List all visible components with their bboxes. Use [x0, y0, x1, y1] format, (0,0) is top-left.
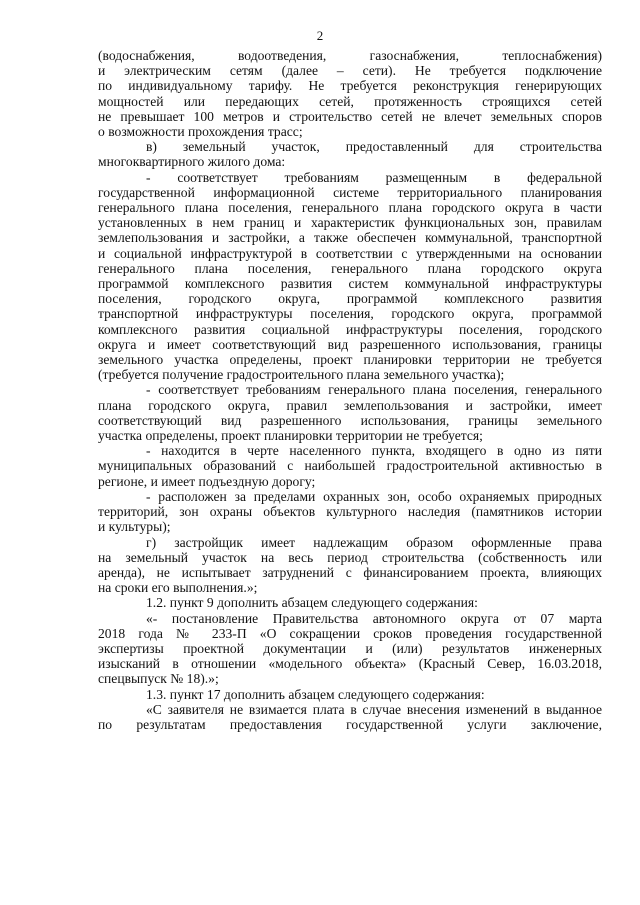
text-line: многоквартирного жилого дома: — [98, 154, 286, 170]
text-line: генерального плана поселения, генерального плана городского округа в части — [98, 200, 602, 216]
text-line: на сроки его выполнения.»; — [98, 580, 258, 596]
text-line: 2018 года № 233-П «О сокращении сроков проведения государственной — [98, 625, 602, 641]
text-line: экспертизы проектной документации и (или) результатов инженерных — [98, 640, 602, 656]
text-line: не превышает 100 метров и строительство сетей не влечет земельных споров — [98, 108, 602, 124]
text-line: 1.3. пункт 17 дополнить абзацем следующего содержания: — [146, 686, 485, 702]
text-line: спецвыпуск № 18).»; — [98, 671, 219, 687]
text-line: о возможности прохождения трасс; — [98, 124, 303, 140]
text-line: изысканий в отношении «модельного объекта» (Красный Север, 16.03.2018, — [98, 656, 602, 672]
text-line: плана городского округа, правил землепользования и застройки, имеет — [98, 397, 602, 413]
text-line: территорий, зон охраны объектов культурного наследия (памятников истории — [98, 504, 602, 520]
text-line: землепользования и застройки, а также обеспечен коммунальной, транспортной — [98, 230, 602, 246]
text-line: по результатам предоставления государственной услуги заключение, — [98, 716, 602, 732]
text-line: комплексного развития социальной инфраструктуры поселения, городского — [98, 321, 602, 337]
text-line: - соответствует требованиям размещенным в федеральной — [146, 169, 602, 185]
text-line: (требуется получение градостроительного плана земельного участка); — [98, 367, 505, 383]
text-line: - соответствует требованиям генерального плана поселения, генерального — [146, 382, 602, 398]
text-line: регионе, и имеет подъездную дорогу; — [98, 473, 316, 489]
text-line: генерального плана поселения, генерального плана городского округа — [98, 260, 602, 276]
text-line: округа и имеет соответствующий вид разрешенного использования, границы — [98, 336, 602, 352]
page-number: 2 — [316, 28, 324, 43]
text-line: государственной информационной системе территориального планирования — [98, 184, 602, 200]
text-line: программой комплексного развития систем коммунальной инфраструктуры — [98, 276, 602, 292]
text-line: земельного участка определены, проект планировки территории не требуется — [98, 352, 602, 368]
text-line: установленных в нем границ и характеристик функциональных зон, правилам — [98, 215, 602, 231]
text-line: и электрическим сетям (далее – сети). Не требуется подключение — [98, 63, 602, 79]
text-line: аренда), не испытывает затруднений с финансированием проекта, влияющих — [98, 564, 602, 580]
text-line: на земельный участок на весь период строительства (собственность или — [98, 549, 602, 565]
text-line: г) застройщик имеет надлежащим образом оформленные права — [146, 534, 602, 550]
text-line: поселения, городского округа, программой комплексного развития — [98, 291, 602, 307]
text-line: - находится в черте населенного пункта, входящего в одно из пяти — [146, 443, 602, 459]
text-line: транспортной инфраструктуры поселения, городского округа, программой — [98, 306, 602, 322]
text-line: 1.2. пункт 9 дополнить абзацем следующего содержания: — [146, 595, 478, 611]
text-line: в) земельный участок, предоставленный для строительства — [146, 139, 602, 155]
text-line: мощностей или передающих сетей, протяженность строящихся сетей — [98, 93, 602, 109]
text-line: - расположен за пределами охранных зон, особо охраняемых природных — [146, 488, 602, 504]
document-body — [98, 48, 602, 732]
text-line: муниципальных образований с наибольшей градостроительной активностью в — [98, 458, 602, 474]
text-line: «- постановление Правительства автономного округа от 07 марта — [146, 610, 602, 626]
text-line: «С заявителя не взимается плата в случае внесения изменений в выданное — [146, 701, 602, 717]
text-line: и социальной инфраструктурой в соответствии с утвержденными на основании — [98, 245, 602, 261]
text-line: и культуры); — [98, 519, 171, 535]
text-line: участка определены, проект планировки территории не требуется; — [98, 428, 483, 444]
text-line: (водоснабжения, водоотведения, газоснабжения, теплоснабжения) — [98, 48, 602, 63]
text-line: соответствующий вид разрешенного использования, границы земельного — [98, 412, 602, 428]
text-line: по индивидуальному тарифу. Не требуется реконструкция генерирующих — [98, 78, 602, 94]
